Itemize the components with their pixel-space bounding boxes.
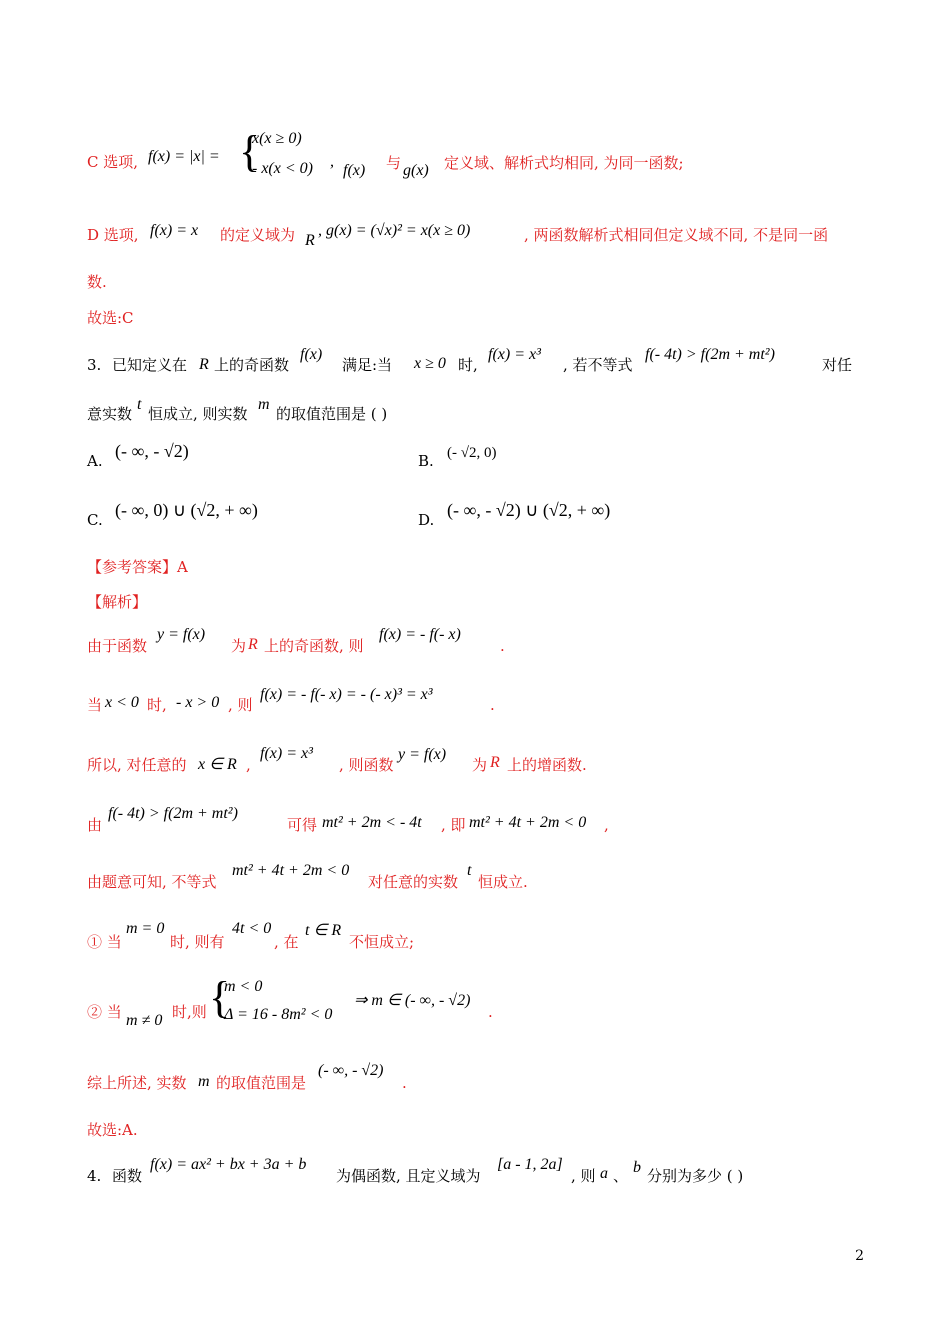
q3-text4: 时,	[458, 356, 478, 374]
sol-l7-brace: {	[209, 973, 231, 1022]
sol-l5e: 恒成立.	[478, 873, 528, 891]
c-option-case1: x(x ≥ 0)	[252, 130, 302, 147]
page-number: 2	[855, 1248, 864, 1264]
answer-c: 故选:C	[87, 309, 134, 327]
d-option-text3: 数.	[87, 273, 107, 291]
sol-l6g: 不恒成立;	[349, 933, 415, 951]
sol-l2c: 时,	[147, 696, 167, 714]
sol-l4g: ,	[604, 816, 609, 834]
choice-a-value[interactable]: (- ∞, - √2)	[115, 441, 189, 461]
q4-text4: 分别为多少 ( )	[647, 1167, 744, 1185]
c-option-yu: 与	[386, 154, 402, 172]
q3-f: f(x)	[300, 346, 323, 363]
q4-sep: 、	[613, 1167, 629, 1185]
sol-l6a: ① 当	[87, 933, 122, 951]
sol-l1f: .	[500, 637, 505, 655]
sol-l2d: - x > 0	[176, 694, 220, 711]
sol-l3e: , 则函数	[339, 756, 394, 774]
sol-l2e: , 则	[228, 696, 253, 714]
d-option-label: D 选项,	[87, 226, 139, 244]
sol-l4d: mt² + 2m < - 4t	[322, 814, 422, 831]
q4-dom: [a - 1, 2a]	[497, 1156, 563, 1173]
sol-l6f: t ∈ R	[305, 922, 342, 939]
q4-b: b	[633, 1159, 641, 1176]
sol-l3c: ,	[246, 756, 251, 774]
sol-l8a: 综上所述, 实数	[87, 1074, 187, 1092]
choice-d-label[interactable]: D.	[418, 511, 435, 529]
q3-text8: 恒成立, 则实数	[148, 405, 248, 423]
d-option-R: R	[305, 232, 315, 249]
sol-l2b: x < 0	[105, 694, 139, 711]
c-option-comma: ,	[330, 153, 334, 170]
sol-l3f: y = f(x)	[398, 746, 447, 763]
choice-d-value[interactable]: (- ∞, - √2) ∪ (√2, + ∞)	[447, 500, 611, 520]
q3-R: R	[199, 356, 209, 373]
sol-l1R: R	[248, 636, 258, 653]
sol-l1c: 为	[231, 637, 247, 655]
sol-l2a: 当	[87, 696, 103, 714]
q3-text1: 已知定义在	[112, 356, 188, 374]
q3-cond: x ≥ 0	[414, 355, 446, 372]
c-option-line	[87, 152, 138, 172]
q3-ineq: f(- 4t) > f(2m + mt²)	[645, 346, 775, 363]
sol-l3a: 所以, 对任意的	[87, 756, 187, 774]
sol-l4e: , 即	[441, 816, 466, 834]
ref-answer: 【参考答案】A	[87, 558, 188, 576]
d-option-g: , g(x) = (√x)² = x(x ≥ 0)	[318, 222, 471, 239]
sol-l8d: (- ∞, - √2)	[318, 1062, 384, 1079]
sol-l5c: 对任意的实数	[368, 873, 459, 891]
q3-text3: 满足:当	[342, 356, 393, 374]
sol-l8b: m	[198, 1073, 210, 1090]
c-option-f: f(x)	[343, 162, 366, 179]
q4-num: 4.	[87, 1167, 102, 1185]
sol-l7-case2: Δ = 16 - 8m² < 0	[224, 1006, 333, 1023]
sol-l4a: 由	[87, 816, 103, 834]
sol-l6d: 4t < 0	[232, 920, 272, 937]
sol-l6e: , 在	[274, 933, 299, 951]
q3-expr: f(x) = x³	[488, 346, 541, 363]
sol-l2g: .	[490, 696, 495, 714]
q3-text2: 上的奇函数	[214, 356, 290, 374]
sol-l1a: 由于函数	[87, 637, 148, 655]
sol-l7a: ② 当	[87, 1003, 122, 1021]
d-option-text2: , 两函数解析式相同但定义域不同, 不是同一函	[524, 226, 829, 244]
sol-l1d: 上的奇函数, 则	[264, 637, 364, 655]
d-option-f: f(x) = x	[150, 222, 199, 239]
sol-l5a: 由题意可知, 不等式	[87, 873, 217, 891]
sol-l8c: 的取值范围是	[216, 1074, 307, 1092]
sol-l3h: 上的增函数.	[507, 756, 587, 774]
choice-b-value[interactable]: (- √2, 0)	[447, 445, 497, 461]
sol-l5d: t	[467, 862, 472, 879]
sol-l3R: R	[490, 754, 500, 771]
sol-l8e: .	[402, 1074, 407, 1092]
choice-b-label[interactable]: B.	[418, 452, 434, 470]
choice-c-value[interactable]: (- ∞, 0) ∪ (√2, + ∞)	[115, 500, 258, 520]
sol-l2f: f(x) = - f(- x) = - (- x)³ = x³	[260, 686, 433, 703]
c-option-case2: - x(x < 0)	[252, 160, 313, 177]
q3-m: m	[258, 396, 270, 413]
c-option-text: 定义域、解析式均相同, 为同一函数;	[444, 154, 684, 172]
c-option-g: g(x)	[403, 162, 429, 179]
q4-a: a	[600, 1165, 608, 1182]
d-option-text1: 的定义域为	[220, 226, 296, 244]
c-option-brace: {	[239, 127, 261, 176]
q3-text6: 对任	[822, 356, 853, 374]
sol-l7-case1: m < 0	[224, 978, 263, 995]
sol-l4c: 可得	[287, 816, 318, 834]
sol-l7d: ⇒ m ∈ (- ∞, - √2)	[354, 992, 471, 1009]
q4-expr: f(x) = ax² + bx + 3a + b	[150, 1156, 307, 1173]
q3-t: t	[137, 396, 142, 413]
q3-text9: 的取值范围是 ( )	[276, 405, 388, 423]
q3-text5: , 若不等式	[563, 356, 633, 374]
sol-l6b: m = 0	[126, 920, 165, 937]
sol-l9: 故选:A.	[87, 1121, 138, 1139]
c-option-label: C 选项,	[87, 153, 139, 171]
q4-text2: 为偶函数, 且定义域为	[336, 1167, 481, 1185]
sol-l6c: 时, 则有	[170, 933, 225, 951]
sol-l1e: f(x) = - f(- x)	[379, 626, 461, 643]
sol-l3g: 为	[472, 756, 488, 774]
choice-a-label[interactable]: A.	[87, 452, 103, 470]
sol-l3b: x ∈ R	[198, 756, 237, 773]
analysis-title: 【解析】	[87, 593, 148, 611]
sol-l5b: mt² + 4t + 2m < 0	[232, 862, 350, 879]
q3-num: 3.	[87, 356, 102, 374]
sol-l7c: 时,则	[172, 1003, 207, 1021]
sol-l4b: f(- 4t) > f(2m + mt²)	[108, 805, 238, 822]
q4-text3: , 则	[571, 1167, 596, 1185]
sol-l4f: mt² + 4t + 2m < 0	[469, 814, 587, 831]
sol-l7e: .	[488, 1003, 493, 1021]
choice-c-label[interactable]: C.	[87, 511, 103, 529]
sol-l3d: f(x) = x³	[260, 745, 313, 762]
q4-text1: 函数	[112, 1167, 143, 1185]
c-option-lhs: f(x) = |x| =	[148, 148, 220, 165]
sol-l7b: m ≠ 0	[126, 1012, 163, 1029]
sol-l1b: y = f(x)	[157, 626, 206, 643]
q3-text7: 意实数	[87, 405, 133, 423]
